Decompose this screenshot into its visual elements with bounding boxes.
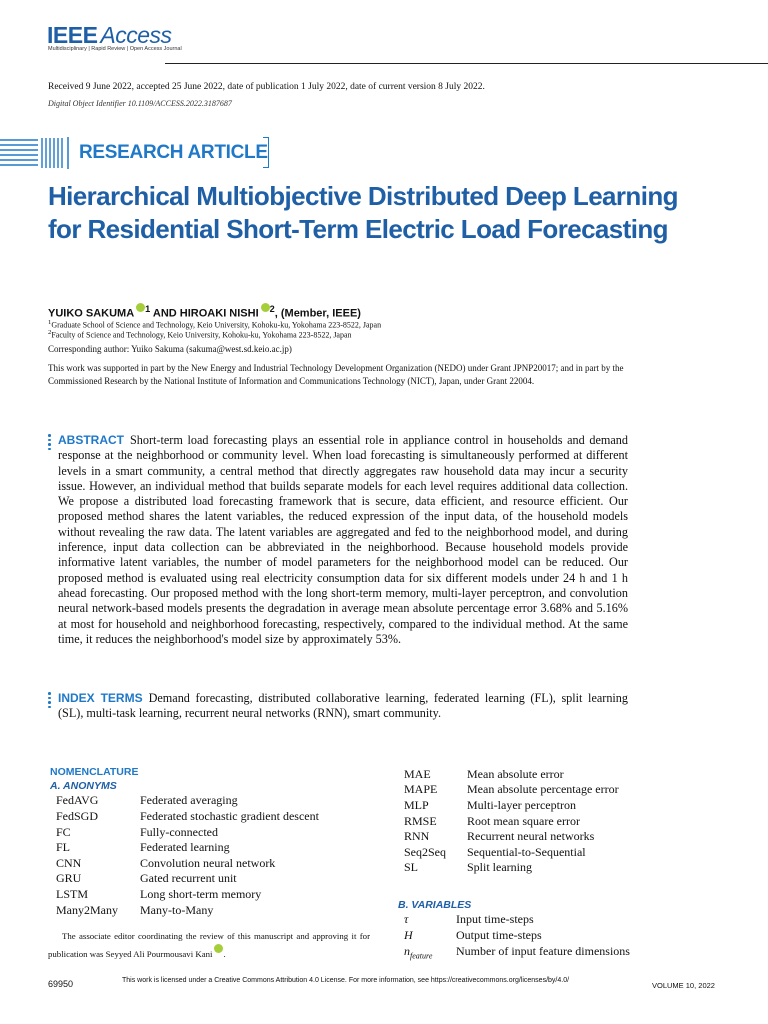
nomenclature-term: MAE	[404, 767, 431, 781]
nomenclature-term: LSTM	[56, 887, 89, 901]
orcid-icon[interactable]	[136, 303, 145, 312]
nomenclature-definition: Many-to-Many	[140, 903, 214, 917]
nomenclature-term: FedAVG	[56, 793, 99, 807]
author-2-affil: 2	[269, 304, 275, 314]
affiliation-1-text: Graduate School of Science and Technology, Keio University, Kohoku-ku, Yokohama 223-8522, Japan	[51, 320, 382, 330]
nomenclature-term: MLP	[404, 798, 429, 812]
nomenclature-definition: Split learning	[467, 860, 532, 874]
nomenclature-definition: Mean absolute percentage error	[467, 782, 619, 796]
variable-symbol: H	[404, 928, 413, 942]
doi-line: Digital Object Identifier 10.1109/ACCESS.2022.3187687	[48, 99, 232, 108]
logo-access: Access	[100, 22, 172, 48]
affiliation-2-text: Faculty of Science and Technology, Keio University, Kohoku-ku, Yokohama 223-8522, Japan	[51, 330, 352, 340]
variable-definition: Output time-steps	[456, 928, 542, 942]
volume-label: VOLUME 10, 2022	[652, 981, 715, 990]
nomenclature-term: SL	[404, 860, 419, 874]
journal-logo	[47, 22, 172, 49]
logo-tagline: Multidisciplinary | Rapid Review | Open Access Journal	[48, 46, 182, 52]
abstract-dots-decoration	[48, 434, 52, 452]
nomenclature-term: MAPE	[404, 782, 438, 796]
orcid-icon[interactable]	[261, 303, 270, 312]
variable-symbol: τ	[404, 912, 409, 926]
page-number: 69950	[48, 979, 74, 989]
nomenclature-definition: Convolution neural network	[140, 856, 276, 870]
variable-symbol-subscript: feature	[410, 951, 433, 961]
index-terms-dots-decoration	[48, 692, 52, 710]
nomenclature-term: RMSE	[404, 814, 437, 828]
nomenclature-definition: Recurrent neural networks	[467, 829, 595, 843]
author-1-affil: 1	[145, 304, 151, 314]
index-terms-text: Demand forecasting, distributed collaborative learning, federated learning (FL), split learning (SL), multi-task learning, recurrent neural networks (RNN), smart community.	[58, 691, 628, 721]
abstract-text: Short-term load forecasting plays an essential role in appliance control in households and demand response at the neighborhood or community level. When load forecasting is simultaneously performed at different levels in a smart community, a central method that directly aggregates raw household data may incur a security issue. However, an individual method that builds separate models for each level requires additional data collection. We propose a distributed load forecasting framework that is secure, data efficient, and resource efficient. Our proposed method shares the latent variables, the reduced expression of the input data, of the household models without revealing the raw data. The latent variables are aggregated and fed to the neighborhood model, and during inference, input data collection can be abbreviated in the neighborhood. Because household models provide informative latent variables, the number of model parameters for the neighborhood model can be reduced. Our proposed method is evaluated using real electricity consumption data for six different models under 24 h and 1 h ahead forecasting. Our proposed method with the long short-term memory, multi-layer perceptron, and convolution neural network-based models presents the degradation in average mean absolute percentage error 3.68% and 5.16% at most for household and neighborhood forecasting, respectively, compared to the individual method. At the same time, it reduces the neighborhood's model size by approximately 53%.	[58, 433, 628, 646]
index-terms	[58, 691, 628, 722]
abstract-heading: ABSTRACT	[58, 433, 124, 447]
corresponding-author: Corresponding author: Yuiko Sakuma (sakuma@west.sd.keio.ac.jp)	[48, 344, 292, 354]
received-dates: Received 9 June 2022, accepted 25 June 2022, date of publication 1 July 2022, date of current version 8 July 2022.	[48, 82, 485, 92]
editor-footnote-text: The associate editor coordinating the review of this manuscript and approving it for publication was Seyyed Ali Pourmousavi Kani	[48, 931, 370, 959]
nomenclature-term: FC	[56, 825, 71, 839]
article-type-banner: RESEARCH ARTICLE	[79, 142, 268, 163]
nomenclature-definition: Multi-layer perceptron	[467, 798, 576, 812]
variables-heading: B. VARIABLES	[398, 899, 472, 911]
variable-symbol	[404, 944, 432, 960]
nomenclature-definition: Mean absolute error	[467, 767, 564, 781]
nomenclature-term: RNN	[404, 829, 430, 843]
editor-footnote: The associate editor coordinating the review of this manuscript and approving it for publication was Seyyed Ali Pourmousavi Kani .	[48, 931, 370, 959]
header-rule	[165, 63, 768, 64]
author-line	[48, 303, 361, 320]
author-2: AND HIROAKI NISHI	[152, 307, 259, 320]
nomenclature-term: FedSGD	[56, 809, 99, 823]
variable-definition: Number of input feature dimensions	[456, 944, 630, 958]
anonyms-heading: A. ANONYMS	[50, 780, 117, 792]
nomenclature-term: CNN	[56, 856, 82, 870]
index-terms-heading: INDEX TERMS	[58, 691, 143, 705]
variable-symbol-base: n	[404, 944, 410, 958]
nomenclature-definition: Federated learning	[140, 840, 230, 854]
nomenclature-term: FL	[56, 840, 71, 854]
paper-title: Hierarchical Multiobjective Distributed Deep Learning for Residential Short-Term Electric Load Forecasting	[48, 181, 678, 244]
nomenclature-definition: Federated stochastic gradient descent	[140, 809, 319, 823]
nomenclature-term: Seq2Seq	[404, 845, 446, 859]
nomenclature-term: Many2Many	[56, 903, 118, 917]
nomenclature-definition: Fully-connected	[140, 825, 218, 839]
license-notice[interactable]: This work is licensed under a Creative Commons Attribution 4.0 License. For more information, see https://creativecommons.org/licenses/by/4.0/	[122, 977, 570, 984]
author-1: YUIKO SAKUMA	[48, 307, 135, 320]
nomenclature-definition: Long short-term memory	[140, 887, 262, 901]
banner-lines-decoration	[0, 136, 70, 170]
nomenclature-definition: Gated recurrent unit	[140, 871, 237, 885]
affiliation-2-sup: 2	[48, 329, 52, 336]
banner-bracket	[263, 137, 269, 168]
affiliation-2	[48, 329, 352, 340]
nomenclature-heading: NOMENCLATURE	[50, 766, 139, 778]
orcid-icon[interactable]	[214, 944, 223, 953]
nomenclature-term: GRU	[56, 871, 82, 885]
nomenclature-definition: Federated averaging	[140, 793, 238, 807]
nomenclature-definition: Root mean square error	[467, 814, 580, 828]
author-2-membership: , (Member, IEEE)	[274, 307, 361, 320]
variable-definition: Input time-steps	[456, 912, 534, 926]
affiliation-1-sup: 1	[48, 319, 52, 326]
logo-ieee: IEEE	[47, 22, 98, 48]
nomenclature-definition: Sequential-to-Sequential	[467, 845, 586, 859]
funding-statement: This work was supported in part by the New Energy and Industrial Technology Development Organization (NEDO) under Grant JPNP20017; and in part by the Commissioned Research by the National Institute of Information and Communications Technology (NICT), Japan, under Grant 22004.	[48, 363, 624, 386]
abstract	[58, 433, 628, 647]
